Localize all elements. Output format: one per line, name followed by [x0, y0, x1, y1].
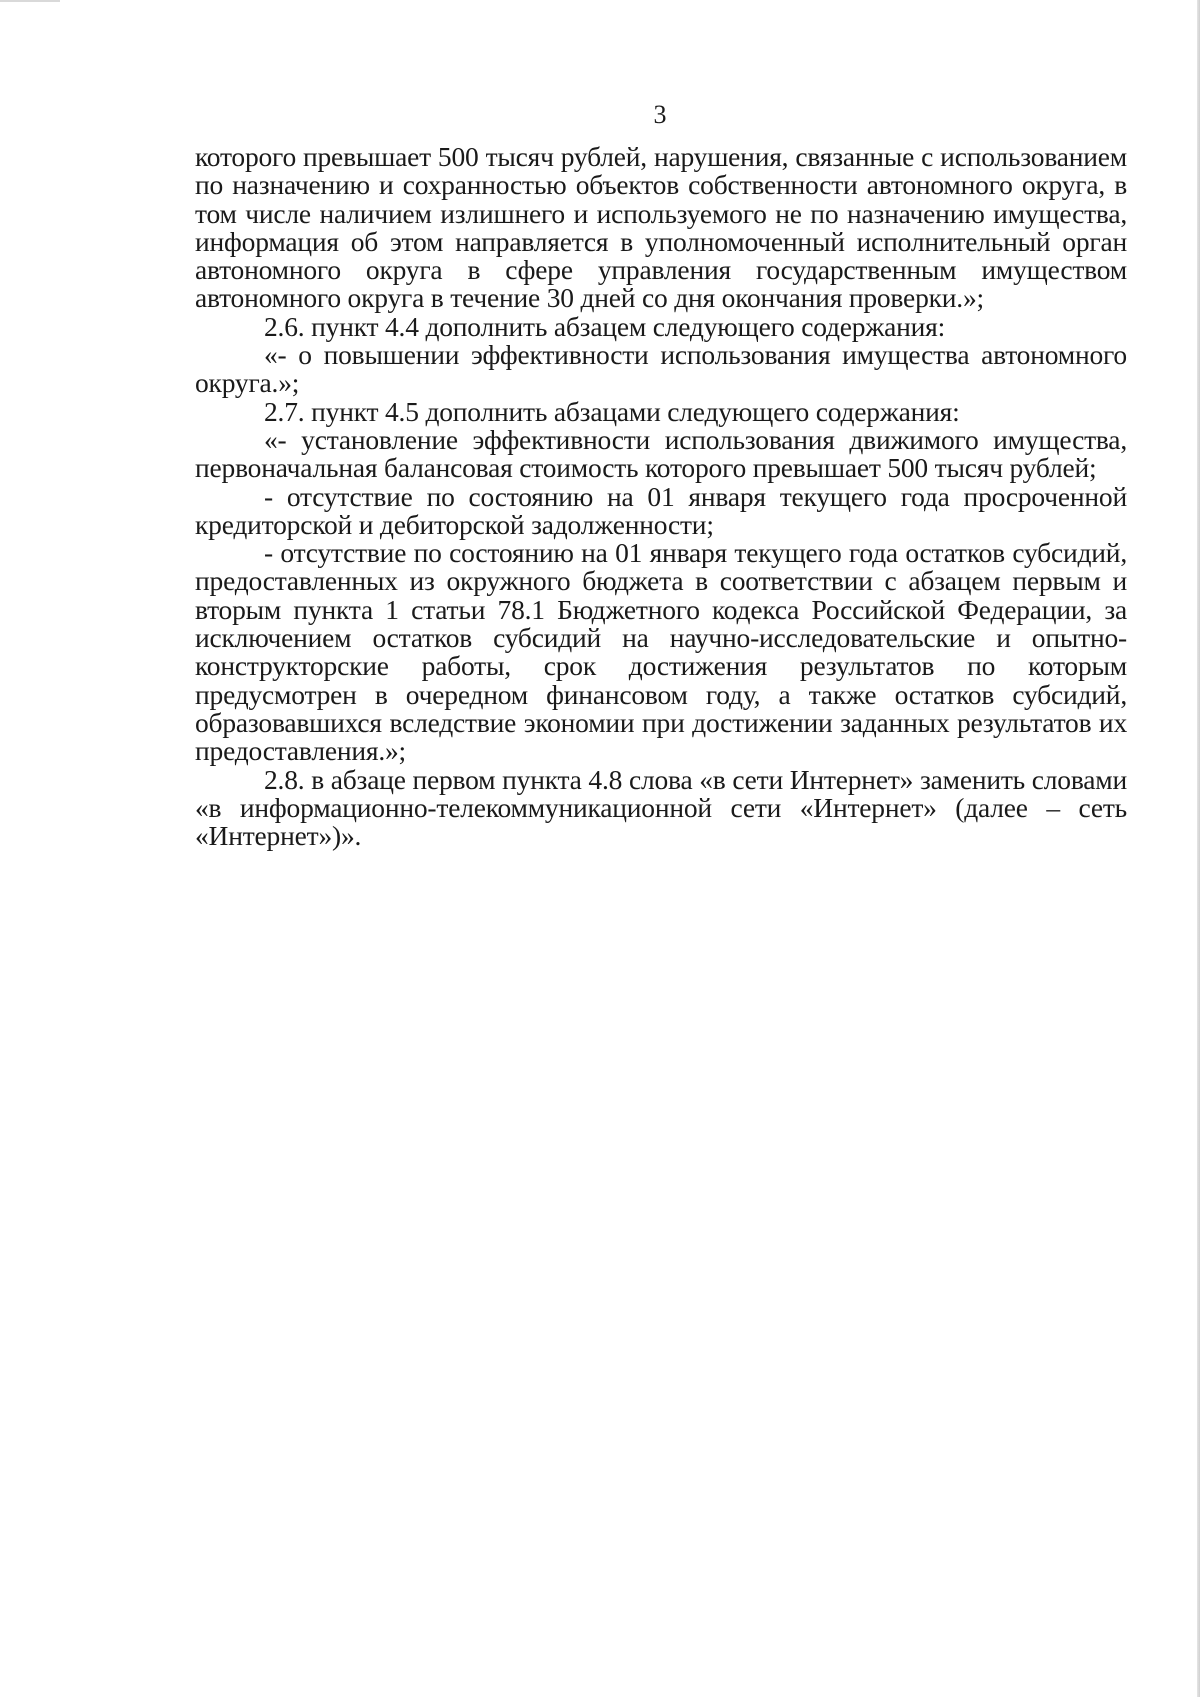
scan-edge-top — [0, 0, 60, 2]
paragraph-2-7-item-1: «- установление эффективности использования движимого имущества, первоначальная балансовая стоимость которого превышает 500 тысяч рублей; — [195, 423, 1127, 484]
page-number: 3 — [653, 100, 667, 129]
paragraph-2-8: 2.8. в абзаце первом пункта 4.8 слова «в сети Интернет» заменить словами «в информационно-телекоммуникационной сети «Интернет» (далее – сеть «Интернет»)». — [195, 763, 1127, 852]
paragraph-2-6-addition: «- о повышении эффективности использования имущества автономного округа.»; — [195, 339, 1127, 399]
paragraph-2-7: 2.7. пункт 4.5 дополнить абзацами следующего содержания: — [264, 395, 960, 427]
paragraph-2-6: 2.6. пункт 4.4 дополнить абзацем следующего содержания: — [264, 310, 946, 342]
paragraph-2-7-item-2: - отсутствие по состоянию на 01 января текущего года просроченной кредиторской и дебиторской задолженности; — [195, 480, 1127, 540]
document-body — [195, 143, 1127, 850]
paragraph-continuation: которого превышает 500 тысяч рублей, нарушения, связанные с использованием по назначению и сохранностью объектов собственности автономного округа, в том числе наличием излишнего и используемого не по назначению имущества, информация об этом направляется в уполномоченный исполнительный орган автономного округа в сфере управления государственным имуществом автономного округа в течение 30 дней со дня окончания проверки.»; — [195, 141, 1127, 314]
paragraph-2-7-item-3: - отсутствие по состоянию на 01 января текущего года остатков субсидий, предоставленных из окружного бюджета в соответствии с абзацем первым и вторым пункта 1 статьи 78.1 Бюджетного кодекса Российской Федерации, за исключением остатков субсидий на научно-исследовательские и опытно-конструкторские работы, срок достижения результатов по которым предусмотрен в очередном финансовом году, а также остатков субсидий, образовавшихся вследствие экономии при достижении заданных результатов их предоставления.»; — [195, 537, 1127, 767]
